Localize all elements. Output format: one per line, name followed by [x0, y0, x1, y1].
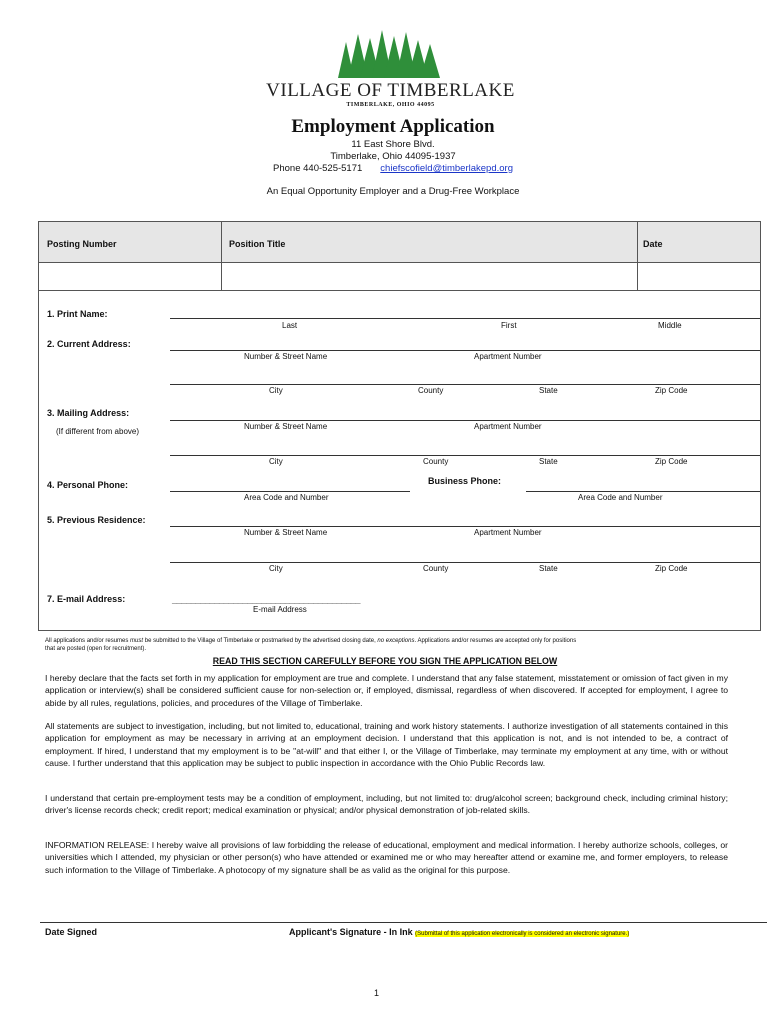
area-code-caption: Area Code and Number: [244, 493, 329, 502]
date-field[interactable]: [638, 263, 760, 291]
pine-trees-icon: [330, 28, 450, 80]
county-caption: County: [423, 457, 449, 466]
personal-phone-field[interactable]: [170, 491, 410, 492]
date-label: Date: [643, 239, 663, 249]
information-release-paragraph: INFORMATION RELEASE: I hereby waive all provisions of law forbidding the release of educational, employment and medical information. I hereby authorize schools, colleges, or universities which I attended, my physician or other person(s) who have attended or examined me or who may hereafter attend or examine me, and former employers, to release such information to the Village of Timberlake. A photocopy of my signature shall be as valid as the original for this purpose.: [45, 840, 728, 875]
date-signed-label: Date Signed: [45, 927, 98, 937]
notice-emphasis: must: [130, 638, 144, 644]
area-code-caption: Area Code and Number: [578, 493, 663, 502]
email-link[interactable]: chiefscofield@timberlakepd.org: [380, 163, 513, 174]
email-address-label: 7. E-mail Address:: [47, 594, 126, 604]
email-field[interactable]: ________________________________________: [172, 595, 361, 605]
posting-number-label: Posting Number: [47, 239, 117, 249]
previous-city-field[interactable]: [170, 562, 760, 563]
street-caption: Number & Street Name: [244, 422, 328, 431]
posting-number-field[interactable]: [39, 263, 221, 291]
previous-residence-label: 5. Previous Residence:: [47, 515, 146, 525]
apartment-caption: Apartment Number: [474, 422, 542, 431]
position-title-field[interactable]: [222, 263, 636, 291]
phone-text: Phone 440-525-5171: [273, 163, 363, 174]
applicant-signature-label: [289, 927, 629, 937]
position-title-label: Position Title: [229, 239, 286, 249]
read-section-heading: READ THIS SECTION CAREFULLY BEFORE YOU SIGN THE APPLICATION BELOW: [212, 656, 558, 666]
applicant-info-box: [38, 291, 761, 631]
address-line-1: 11 East Shore Blvd.: [351, 139, 435, 150]
position-table: [38, 221, 761, 291]
apartment-caption: Apartment Number: [474, 352, 542, 361]
declaration-paragraph: I hereby declare that the facts set forth in my application for employment are true and complete. I understand that any false statement, misstatement or omission of fact given in my application or interview(s) shall be considered sufficient cause for non-selection or, if employed, dismissal, regardless of when discovered. If accepted for employment, I agree to abide by all rules, regulations, policies, and procedures of the Village of Timberlake.: [45, 673, 728, 708]
mailing-address-label: 3. Mailing Address:: [47, 408, 130, 418]
business-phone-label: Business Phone:: [428, 476, 502, 486]
city-caption: City: [269, 564, 283, 573]
business-phone-field[interactable]: [526, 491, 760, 492]
city-caption: City: [269, 457, 283, 466]
middle-name-caption: Middle: [658, 321, 682, 330]
if-different-note: (If different from above): [56, 427, 139, 436]
mailing-street-field[interactable]: [170, 420, 760, 421]
personal-phone-label: 4. Personal Phone:: [47, 480, 129, 490]
county-caption: County: [418, 386, 444, 395]
investigation-paragraph: All statements are subject to investigation, including, but not limited to, educational, training and work history statements. I authorize investigation of all statements contained in this application for employment as may be necessary in arriving at an employment decision. I understand that this application is not, and is not intended to be, a contract of employment. If hired, I understand that my employment is to be "at-will" and that either I, or the Village of Timberlake, may terminate my employment at any time, with or without cause. I further understand that this application may be subject to public inspection in accordance with the Ohio Public Records law.: [45, 721, 728, 768]
page-title: Employment Application: [291, 116, 495, 137]
street-caption: Number & Street Name: [244, 352, 328, 361]
notice-emphasis: no exceptions: [377, 638, 415, 644]
street-caption: Number & Street Name: [244, 528, 328, 537]
notice-text: . Applications and/or resumes are accepted only for positions: [414, 638, 577, 644]
print-name-label: 1. Print Name:: [47, 309, 108, 319]
apartment-caption: Apartment Number: [474, 528, 542, 537]
address-line-2: Timberlake, Ohio 44095-1937: [330, 151, 456, 162]
submission-notice: [45, 637, 745, 653]
pre-employment-paragraph: I understand that certain pre-employment tests may be a condition of employment, including, but not limited to: drug/alcohol screen; background check, including criminal history; driver's license records check; credit report; medical examination or physical; and/or physical demonstration of job-related skills.: [45, 793, 728, 816]
zip-caption: Zip Code: [655, 564, 688, 573]
previous-street-field[interactable]: [170, 526, 760, 527]
current-address-label: 2. Current Address:: [47, 339, 131, 349]
city-caption: City: [269, 386, 283, 395]
tagline: An Equal Opportunity Employer and a Drug-Free Workplace: [266, 186, 520, 197]
notice-text: that are posted (open for recruitment).: [45, 646, 147, 652]
notice-text: All applications and/or resumes: [45, 638, 131, 644]
electronic-signature-note: (Submittal of this application electronically is considered an electronic signature.): [415, 931, 630, 937]
logo-name: VILLAGE OF TIMBERLAKE: [266, 80, 515, 101]
email-caption: E-mail Address: [253, 605, 307, 614]
signature-caption: Applicant's Signature - In Ink: [289, 927, 413, 937]
county-caption: County: [423, 564, 449, 573]
signature-line[interactable]: [40, 922, 767, 923]
logo-subtitle: TIMBERLAKE, OHIO 44095: [346, 102, 435, 108]
state-caption: State: [539, 386, 558, 395]
last-name-caption: Last: [282, 321, 298, 330]
mailing-city-field[interactable]: [170, 455, 760, 456]
current-city-field[interactable]: [170, 384, 760, 385]
zip-caption: Zip Code: [655, 386, 688, 395]
state-caption: State: [539, 564, 558, 573]
first-name-caption: First: [501, 321, 517, 330]
page-number: 1: [374, 988, 380, 998]
current-street-field[interactable]: [170, 350, 760, 351]
contact-line: [0, 163, 770, 174]
name-field[interactable]: [170, 318, 760, 319]
notice-text: be submitted to the Village of Timberlake or postmarked by the advertised closing date,: [143, 638, 378, 644]
village-logo: [258, 28, 523, 112]
zip-caption: Zip Code: [655, 457, 688, 466]
state-caption: State: [539, 457, 558, 466]
